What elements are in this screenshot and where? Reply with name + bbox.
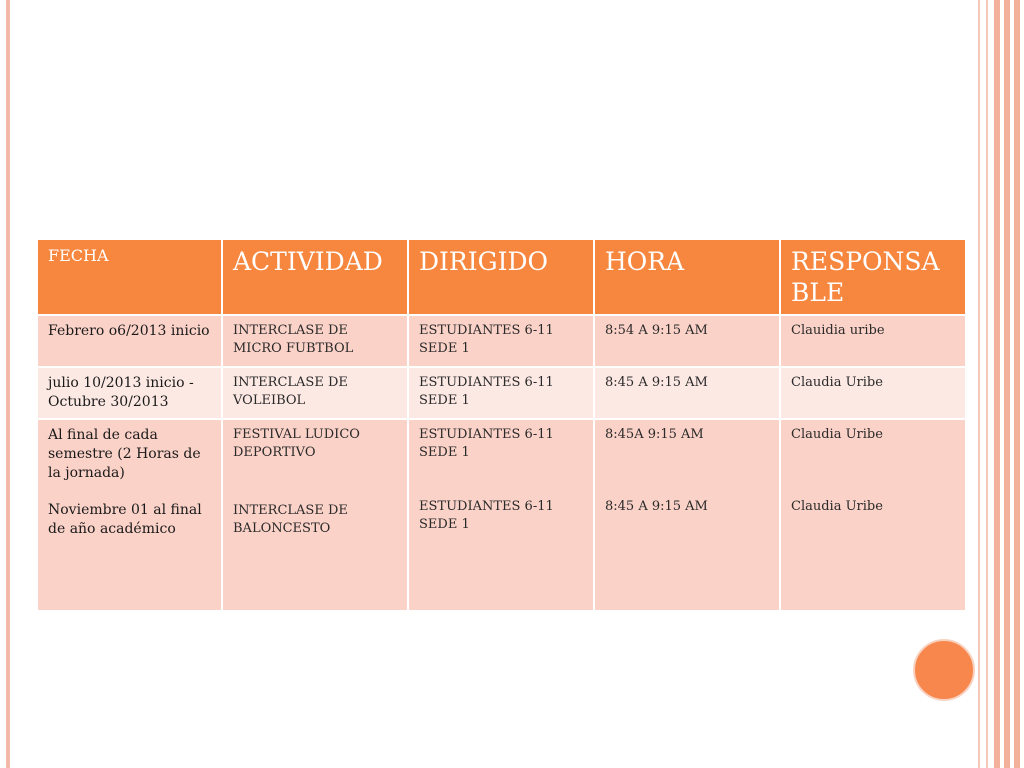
cell-dirigido: ESTUDIANTES 6-11 SEDE 1	[408, 315, 594, 367]
cell-responsable-b: Claudia Uribe	[791, 499, 883, 514]
cell-hora	[594, 419, 780, 611]
cell-fecha: julio 10/2013 inicio - Octubre 30/2013	[37, 367, 222, 419]
table-row	[37, 315, 966, 367]
cell-responsable: Claudia Uribe	[780, 367, 966, 419]
table-row	[37, 367, 966, 419]
table-row	[37, 419, 966, 611]
cell-responsable-a: Claudia Uribe	[791, 427, 883, 442]
cell-fecha	[37, 419, 222, 611]
cell-dirigido	[408, 419, 594, 611]
cell-actividad-b: INTERCLASE DE BALONCESTO	[233, 503, 348, 536]
header-hora: HORA	[594, 239, 780, 315]
cell-hora-b: 8:45 A 9:15 AM	[605, 499, 708, 514]
header-dirigido: DIRIGIDO	[408, 239, 594, 315]
cell-fecha-a: Al final de cada semestre (2 Horas de la jornada)	[48, 427, 201, 481]
cell-fecha: Febrero o6/2013 inicio	[37, 315, 222, 367]
cell-dirigido-b: ESTUDIANTES 6-11 SEDE 1	[419, 499, 554, 532]
cell-actividad	[222, 419, 408, 611]
table-header-row	[37, 239, 966, 315]
header-responsable: RESPONSA BLE	[780, 239, 966, 315]
cell-dirigido: ESTUDIANTES 6-11 SEDE 1	[408, 367, 594, 419]
cell-hora: 8:54 A 9:15 AM	[594, 315, 780, 367]
cell-actividad-a: FESTIVAL LUDICO DEPORTIVO	[233, 427, 360, 460]
cell-hora: 8:45 A 9:15 AM	[594, 367, 780, 419]
cell-fecha-b: Noviembre 01 al final de año académico	[48, 502, 202, 537]
cell-hora-a: 8:45A 9:15 AM	[605, 427, 704, 442]
cell-actividad: INTERCLASE DE MICRO FUBTBOL	[222, 315, 408, 367]
decorative-circle	[913, 639, 975, 701]
cell-dirigido-a: ESTUDIANTES 6-11 SEDE 1	[419, 427, 554, 460]
cell-responsable	[780, 419, 966, 611]
cell-responsable: Clauidia uribe	[780, 315, 966, 367]
cell-actividad: INTERCLASE DE VOLEIBOL	[222, 367, 408, 419]
left-border-bar	[6, 0, 10, 768]
header-actividad: ACTIVIDAD	[222, 239, 408, 315]
right-decorative-stripes	[978, 0, 1024, 768]
header-fecha: FECHA	[37, 239, 222, 315]
schedule-table	[36, 238, 967, 612]
